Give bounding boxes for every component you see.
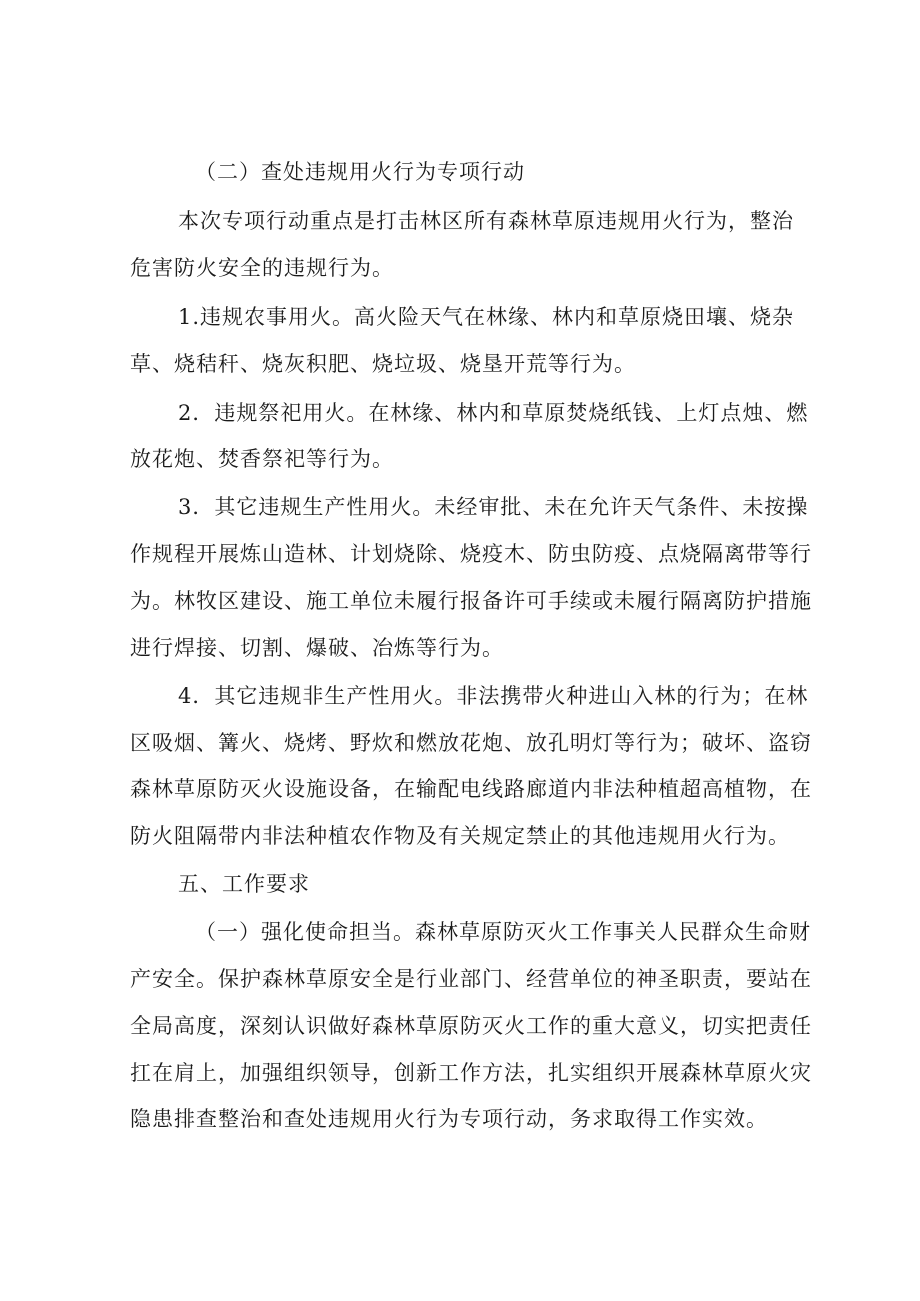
paragraph-line: 隐患排查整治和查处违规用火行为专项行动，务求取得工作实效。 [130,1107,768,1131]
paragraph-line: 危害防火安全的违规行为。 [130,256,394,280]
paragraph-line: 扛在肩上，加强组织领导，创新工作方法，扎实组织开展森林草原火灾 [130,1061,812,1085]
paragraph-line: 产安全。保护森林草原安全是行业部门、经营单位的神圣职责，要站在 [130,967,812,991]
paragraph-line: 4．其它违规非生产性用火。非法携带火种进山入林的行为；在林 [178,684,809,708]
paragraph-line: 1.违规农事用火。高火险天气在林缘、林内和草原烧田壤、烧杂 [178,305,795,329]
paragraph-line: 作规程开展炼山造林、计划烧除、烧疫木、防虫防疫、点烧隔离带等行 [130,542,812,566]
section-heading-5: 五、工作要求 [178,872,310,896]
paragraph-line: 放花炮、焚香祭祀等行为。 [130,447,394,471]
paragraph-line: 草、烧秸秆、烧灰积肥、烧垃圾、烧垦开荒等行为。 [130,352,636,376]
paragraph-line: 2．违规祭祀用火。在林缘、林内和草原焚烧纸钱、上灯点烛、燃 [178,401,809,425]
paragraph-line: 森林草原防灭火设施设备，在输配电线路廊道内非法种植超高植物，在 [130,777,812,801]
section-heading-2: （二）查处违规用火行为专项行动 [195,160,525,184]
paragraph-line: 区吸烟、篝火、烧烤、野炊和燃放花炮、放孔明灯等行为；破坏、盗窃 [130,731,812,755]
paragraph-line: 为。林牧区建设、施工单位未履行报备许可手续或未履行隔离防护措施 [130,589,812,613]
paragraph-line: 防火阻隔带内非法种植农作物及有关规定禁止的其他违规用火行为。 [130,824,790,848]
paragraph-line: 全局高度，深刻认识做好森林草原防灭火工作的重大意义，切实把责任 [130,1014,812,1038]
paragraph-line: 进行焊接、切割、爆破、冶炼等行为。 [130,636,504,660]
paragraph-line: （一）强化使命担当。森林草原防灭火工作事关人民群众生命财 [195,920,811,944]
paragraph-line: 3．其它违规生产性用火。未经审批、未在允许天气条件、未按操 [178,495,809,519]
paragraph-line: 本次专项行动重点是打击林区所有森林草原违规用火行为，整治 [178,209,794,233]
